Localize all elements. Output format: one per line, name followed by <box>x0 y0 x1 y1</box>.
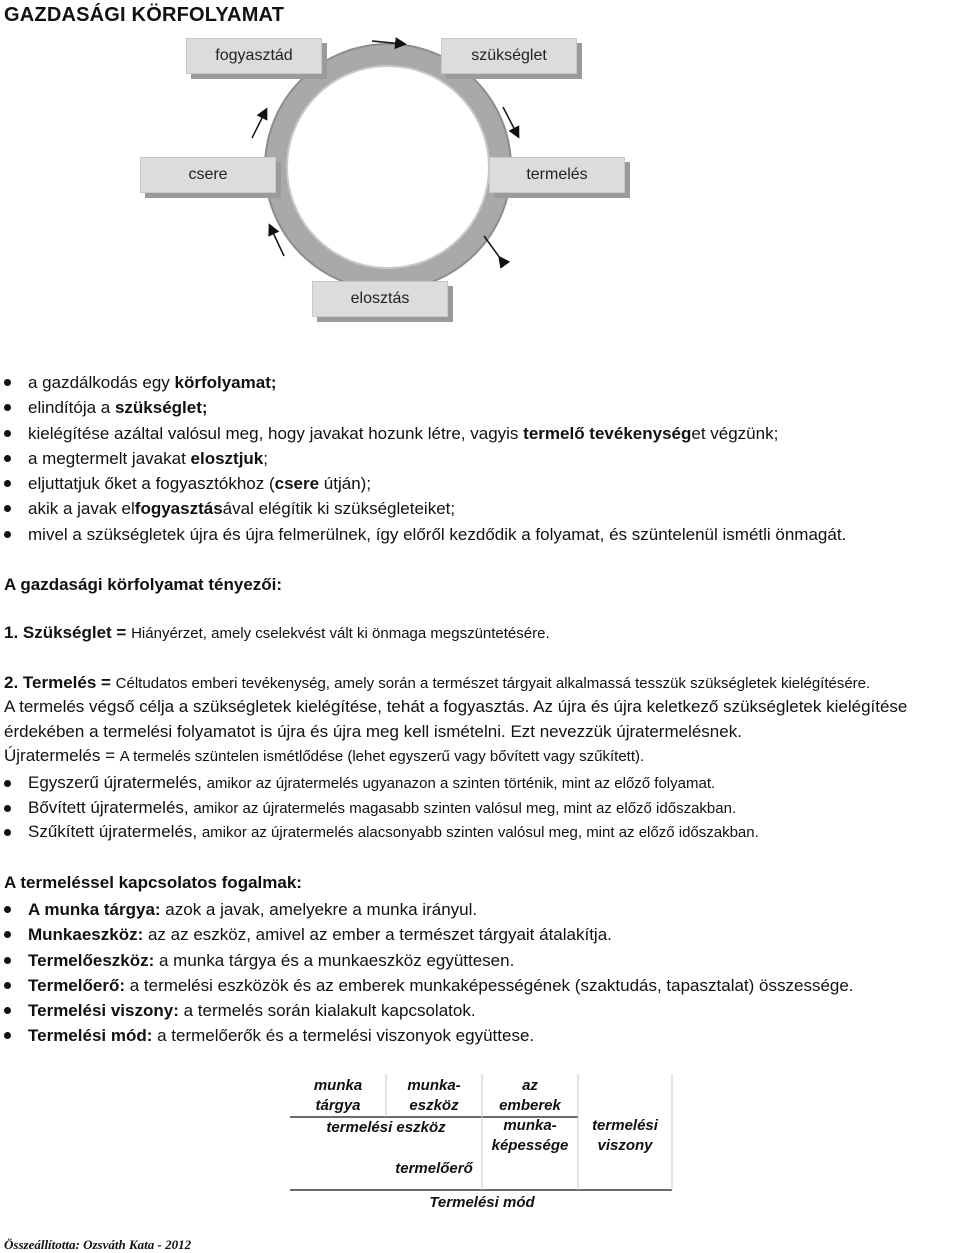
factors-heading: A gazdasági körfolyamat tényezői: <box>4 575 283 594</box>
cycle-box-fogyasztas: fogyasztád <box>186 38 322 74</box>
factor-termeles: 2. Termelés = Céltudatos emberi tevékenység, amely során a természet tárgyait alkalmassá tesszük szükségletek kielégítésére. <box>4 673 871 692</box>
table-cell-munka-targya: munka tárgya <box>313 1077 363 1114</box>
list-item: Szűkített újratermelés, amikor az újratermelés alacsonyabb szinten valósul meg, mint az előző időszakban. <box>0 820 759 845</box>
ujratermeles-definition: Újratermelés = A termelés szüntelen ismétlődése (lehet egyszerű vagy bővített vagy szűkített). <box>4 746 645 765</box>
table-cell-munkakepessege: munka- képessége <box>491 1117 569 1154</box>
table-cell-termelesi-mod: Termelési mód <box>429 1194 535 1211</box>
list-item: Termelési viszony: a termelés során kialakult kapcsolatok. <box>0 998 854 1023</box>
cycle-box-szukseglet: szükséglet <box>441 38 577 74</box>
intro-list <box>0 370 846 547</box>
cycle-box-termeles: termelés <box>489 157 625 193</box>
concepts-heading: A termeléssel kapcsolatos fogalmak: <box>4 873 302 892</box>
list-item: Termelési mód: a termelőerők és a termelési viszonyok együttese. <box>0 1023 854 1048</box>
footer-author: Összeállította: Ozsváth Kata - 2012 <box>4 1237 192 1252</box>
list-item: Bővített újratermelés, amikor az újratermelés magasabb szinten valósul meg, mint az előző időszakban. <box>0 796 759 821</box>
cycle-box-elosztas: elosztás <box>312 281 448 317</box>
concepts-list <box>0 897 854 1049</box>
paragraph-line: A termelés végső célja a szükségletek kielégítése, tehát a fogyasztás. Az újra és újra keletkező szükségletek kielégítése <box>4 697 908 716</box>
list-item: akik a javak elfogyasztásával elégítik ki szükségleteiket; <box>0 496 846 521</box>
arrow-upper-left <box>252 110 266 138</box>
cycle-ring <box>265 44 511 290</box>
list-item: elindítója a szükséglet; <box>0 395 846 420</box>
table-cell-munkaeszkoz: munka- eszköz <box>407 1077 461 1114</box>
list-item: a megtermelt javakat elosztjuk; <box>0 446 846 471</box>
table-cell-termelesi-eszkoz: termelési eszköz <box>326 1119 446 1136</box>
arrow-lower-right <box>484 236 500 258</box>
table-cell-termeloero: termelőerő <box>395 1160 473 1177</box>
table-cell-termelesi-viszony: termelési viszony <box>592 1117 658 1154</box>
list-item: A munka tárgya: azok a javak, amelyekre a munka irányul. <box>0 897 854 922</box>
list-item: Egyszerű újratermelés, amikor az újratermelés ugyanazon a szinten történik, mint az előző folyamat. <box>0 771 759 796</box>
reproduction-list <box>0 771 759 845</box>
factor-szukseglet: 1. Szükséglet = Hiányérzet, amely cselekvést vált ki önmaga megszüntetésére. <box>4 623 550 642</box>
list-item: kielégítése azáltal valósul meg, hogy javakat hozunk létre, vagyis termelő tevékenységet végzünk; <box>0 421 846 446</box>
list-item: Munkaeszköz: az az eszköz, amivel az ember a természet tárgyait átalakítja. <box>0 922 854 947</box>
table-cell-az-emberek: az emberek <box>499 1077 561 1114</box>
cycle-box-csere: csere <box>140 157 276 193</box>
list-item: mivel a szükségletek újra és újra felmerülnek, így előről kezdődik a folyamat, és szüntelenül ismétli önmagát. <box>0 522 846 547</box>
list-item: eljuttatjuk őket a fogyasztókhoz (csere útján); <box>0 471 846 496</box>
list-item: Termelőerő: a termelési eszközök és az emberek munkaképességének (szaktudás, tapasztalat) összessége. <box>0 973 854 998</box>
paragraph-line: érdekében a termelési folyamatot is újra és újra meg kell ismételni. Ezt nevezzük újratermelésnek. <box>4 722 742 741</box>
list-item: a gazdálkodás egy körfolyamat; <box>0 370 846 395</box>
page-title: GAZDASÁGI KÖRFOLYAMAT <box>4 4 285 26</box>
list-item: Termelőeszköz: a munka tárgya és a munkaeszköz együttesen. <box>0 948 854 973</box>
